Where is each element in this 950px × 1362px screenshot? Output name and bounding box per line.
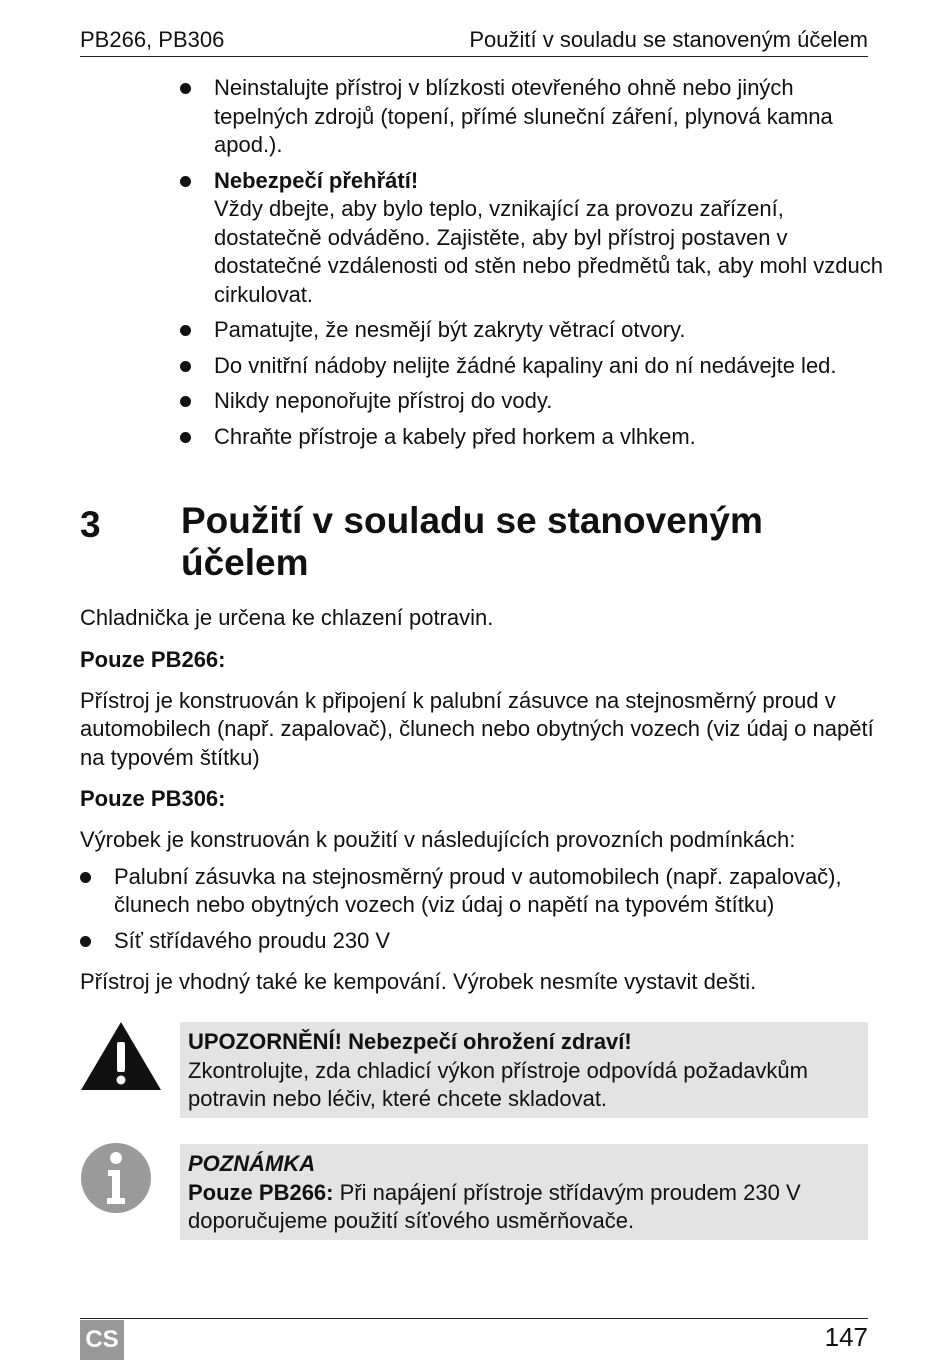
list-item: Síť střídavého proudu 230 V: [80, 927, 880, 956]
pb266-text: Přístroj je konstruován k připojení k palubní zásuvce na stejnosměrný proud v automobilech (např. zapalovač), člunech nebo obytných vozech (viz údaj o napětí na typovém štítku): [80, 687, 874, 770]
list-item: Neinstalujte přístroj v blízkosti otevřeného ohně nebo jiných tepelných zdrojů (topení, přímé sluneční záření, plynová kamna apod.).: [180, 74, 890, 160]
warning-triangle-icon: [80, 1020, 162, 1092]
section-title: Použití v souladu se stanoveným účelem: [181, 500, 763, 583]
note-title: POZNÁMKA: [188, 1151, 316, 1176]
pb306-heading: Pouze PB306:: [80, 786, 226, 811]
section-body: [80, 604, 880, 997]
closing-text: Přístroj je vhodný také ke kempování. Výrobek nesmíte vystavit dešti.: [80, 969, 757, 994]
list-item: Chraňte přístroje a kabely před horkem a vlhkem.: [180, 423, 890, 452]
warning-title: UPOZORNĚNÍ! Nebezpečí ohrožení zdraví!: [188, 1029, 632, 1054]
footer-divider: [80, 1318, 868, 1319]
list-item: Nebezpečí přehřátí! Vždy dbejte, aby bylo teplo, vznikající za provozu zařízení, dostatečně odváděno. Zajistěte, aby byl přístroj postaven v dostatečné vzdálenosti od stěn nebo předmětů tak, aby mohl vzduch cirkulovat.: [180, 167, 890, 310]
warning-text: Zkontrolujte, zda chladicí výkon přístroje odpovídá požadavkům potravin nebo léčiv, které chcete skladovat.: [188, 1057, 808, 1111]
pb306-text: Výrobek je konstruován k použití v následujících provozních podmínkách:: [80, 827, 796, 852]
page-number: 147: [824, 1322, 868, 1352]
warning-box: [180, 1022, 868, 1118]
list-item: Do vnitřní nádoby nelijte žádné kapaliny ani do ní nedávejte led.: [180, 352, 890, 381]
header-model: PB266, PB306: [80, 27, 225, 52]
section-number: 3: [80, 504, 101, 545]
language-badge: CS: [80, 1320, 124, 1360]
intro-text: Chladnička je určena ke chlazení potravin.: [80, 605, 494, 630]
pb266-heading: Pouze PB266:: [80, 646, 226, 672]
section-heading: [80, 500, 890, 584]
safety-bullet-list: [180, 74, 890, 458]
note-box: [180, 1144, 868, 1240]
overheat-warning-label: Nebezpečí přehřátí!: [214, 167, 419, 193]
list-item: Pamatujte, že nesmějí být zakryty větrací otvory.: [180, 316, 890, 345]
list-item: Palubní zásuvka na stejnosměrný proud v automobilech (např. zapalovač), člunech nebo obytných vozech (viz údaj o napětí na typovém štítku): [80, 863, 880, 920]
list-item: Nikdy neponořujte přístroj do vody.: [180, 387, 890, 416]
info-icon: [80, 1142, 152, 1214]
note-model-label: Pouze PB266:: [188, 1179, 334, 1205]
header-chapter: Použití v souladu se stanoveným účelem: [469, 27, 868, 52]
note-text: Při napájení přístroje střídavým proudem 230 V doporučujeme použití síťového usměrňovače.: [188, 1179, 801, 1233]
page-header: [80, 22, 868, 57]
